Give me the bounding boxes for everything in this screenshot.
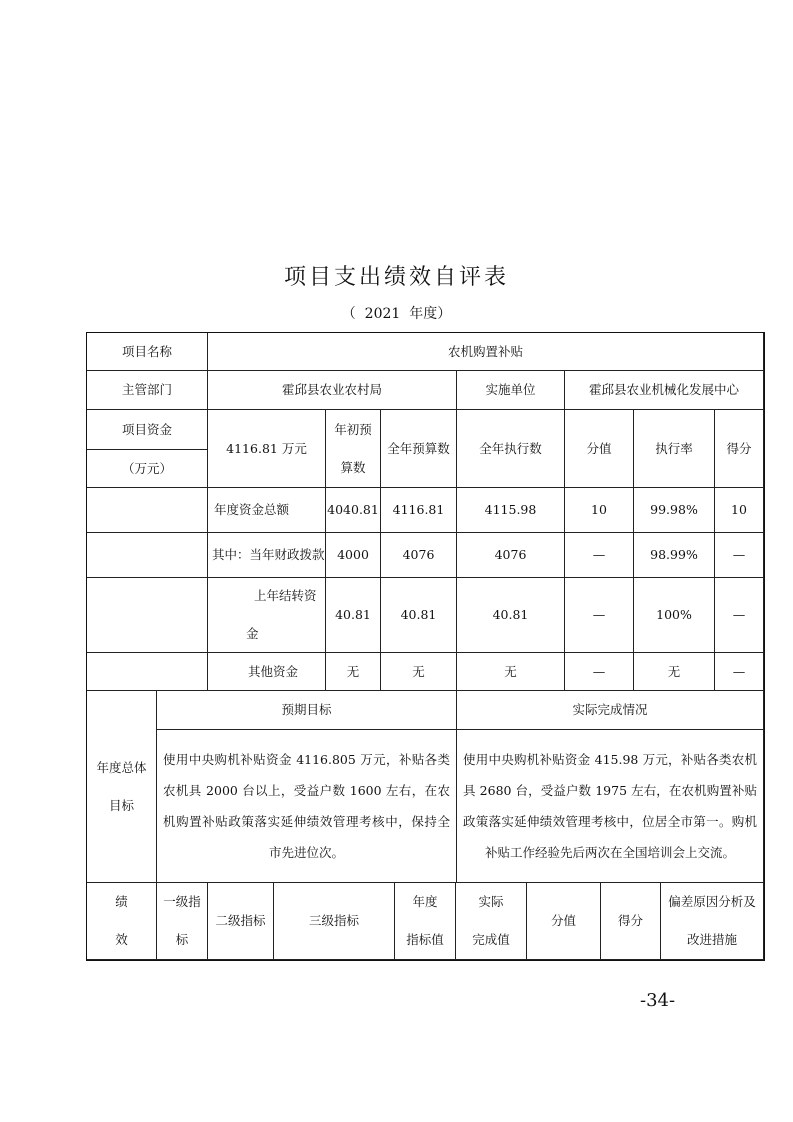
impl-label: 实施单位	[456, 370, 565, 410]
level1-line1: 一级指	[163, 894, 201, 909]
cell-score: —	[714, 577, 764, 653]
deviation-header	[660, 882, 764, 960]
header-exec-rate: 执行率	[633, 409, 715, 488]
row-label	[207, 577, 326, 653]
annual-line2: 指标值	[406, 932, 444, 947]
page-title: 项目支出绩效自评表	[283, 265, 509, 290]
cell-exec: 无	[456, 652, 565, 691]
funds-unit-label: （万元）	[86, 449, 208, 488]
cell-exec: 40.81	[456, 577, 565, 653]
cell-initial: 4040.81	[325, 487, 381, 533]
goals-label-line2: 目标	[108, 797, 134, 813]
actual-value-header	[455, 882, 527, 960]
empty-cell	[86, 487, 208, 533]
cell-exec: 4076	[456, 532, 565, 578]
perf-label-line1: 绩	[115, 894, 128, 909]
empty-cell	[86, 652, 208, 691]
expected-goal	[156, 729, 457, 883]
project-name-label: 项目名称	[86, 332, 208, 371]
annual-line1: 年度	[412, 894, 438, 909]
score-header: 得分	[600, 882, 661, 960]
level2-header: 二级指标	[207, 882, 274, 960]
header-score-value: 分值	[564, 409, 634, 488]
cell-rate: 无	[633, 652, 715, 691]
cell-score: 10	[714, 487, 764, 533]
header-annual-budget: 全年预算数	[380, 409, 457, 488]
cell-initial: 40.81	[325, 577, 381, 653]
cell-rate: 100%	[633, 577, 715, 653]
cell-budget: 40.81	[380, 577, 457, 653]
page-number: -34-	[640, 990, 676, 1011]
actual-result-text: 使用中央购机补贴资金 415.98 万元，补贴各类农机具 2680 台，受益户数 1975 左右，在农机购置补贴政策落实延伸绩效管理考核中，位居全市第一。购机补贴工作经验先后两次在全国培训会上交流。	[463, 752, 757, 860]
cell-exec: 4115.98	[456, 487, 565, 533]
cell-value: —	[564, 532, 634, 578]
cell-budget: 4116.81	[380, 487, 457, 533]
level1-header	[156, 882, 208, 960]
cell-initial: 4000	[325, 532, 381, 578]
row-label-line1: 上年结转资	[254, 588, 317, 603]
level1-line2: 标	[175, 932, 189, 947]
header-initial-budget	[325, 409, 381, 488]
perf-label	[86, 882, 157, 960]
cell-value: —	[564, 652, 634, 691]
expected-goal-text: 使用中央购机补贴资金 4116.805 万元，补贴各类农机具 2000 台以上，受益户数 1600 左右，在农机购置补贴政策落实延伸绩效管理考核中，保持全市先进位次。	[163, 752, 450, 860]
cell-initial: 无	[325, 652, 381, 691]
cell-budget: 无	[380, 652, 457, 691]
header-initial-line1: 年初预	[334, 421, 372, 437]
actual-result	[456, 729, 764, 883]
empty-cell	[86, 532, 208, 578]
annual-target-header	[394, 882, 456, 960]
goals-label	[86, 690, 157, 883]
dept-value: 霍邱县农业农村局	[207, 370, 457, 410]
expected-header: 预期目标	[156, 690, 457, 730]
row-label: 其他资金	[207, 652, 326, 691]
row-label: 年度资金总额	[207, 487, 326, 533]
empty-cell	[86, 577, 208, 653]
cell-rate: 99.98%	[633, 487, 715, 533]
perf-label-line2: 效	[115, 932, 128, 947]
actual-header: 实际完成情况	[456, 690, 764, 730]
level3-header: 三级指标	[273, 882, 395, 960]
funds-total: 4116.81 万元	[207, 409, 326, 488]
row-label-line2: 金	[246, 626, 259, 641]
impl-value: 霍邱县农业机械化发展中心	[564, 370, 764, 410]
cell-score: —	[714, 652, 764, 691]
actual-line2: 完成值	[472, 932, 510, 947]
cell-score: —	[714, 532, 764, 578]
funds-label: 项目资金	[86, 409, 208, 450]
value-header: 分值	[526, 882, 601, 960]
goals-label-line1: 年度总体	[96, 759, 147, 775]
header-score: 得分	[714, 409, 764, 488]
page-subtitle: （ 2021 年度）	[341, 306, 452, 322]
deviation-line2: 改进措施	[686, 932, 737, 947]
cell-value: 10	[564, 487, 634, 533]
deviation-line1: 偏差原因分析及	[668, 894, 756, 909]
project-name-value: 农机购置补贴	[207, 332, 764, 371]
cell-rate: 98.99%	[633, 532, 715, 578]
header-annual-exec: 全年执行数	[456, 409, 565, 488]
dept-label: 主管部门	[86, 370, 208, 410]
row-label: 其中：当年财政拨款	[207, 532, 326, 578]
cell-budget: 4076	[380, 532, 457, 578]
header-initial-line2: 算数	[340, 459, 366, 475]
actual-line1: 实际	[478, 894, 504, 909]
cell-value: —	[564, 577, 634, 653]
